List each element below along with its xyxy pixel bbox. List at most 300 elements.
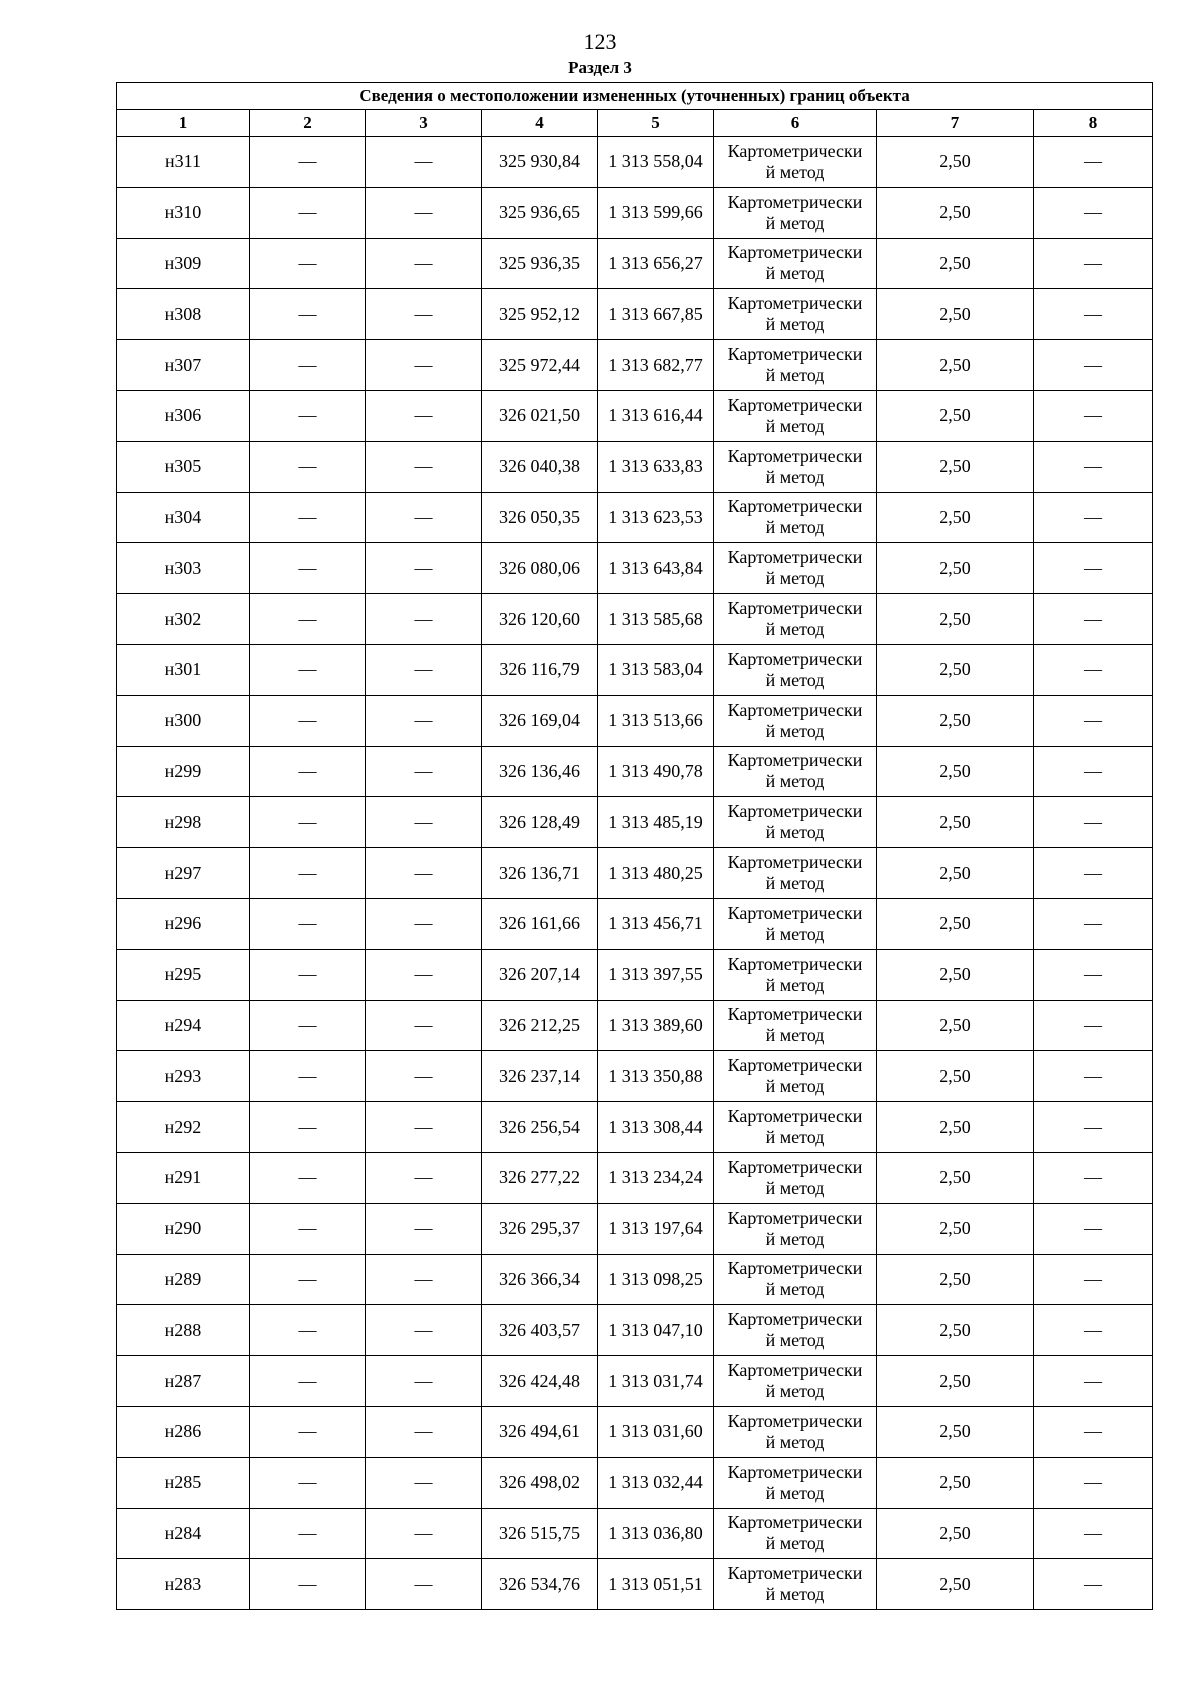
- table-body: [117, 137, 1153, 1610]
- y-coordinate-cell: 1 313 623,53: [598, 492, 714, 543]
- method-cell: [714, 949, 877, 1000]
- accuracy-cell: 2,50: [877, 289, 1034, 340]
- empty-value-cell: —: [366, 492, 482, 543]
- empty-value-cell: —: [366, 594, 482, 645]
- empty-value-cell: —: [250, 238, 366, 289]
- empty-value-cell: —: [250, 1254, 366, 1305]
- x-coordinate-cell: 326 237,14: [482, 1051, 598, 1102]
- accuracy-cell: 2,50: [877, 1508, 1034, 1559]
- accuracy-cell: 2,50: [877, 898, 1034, 949]
- empty-value-cell: —: [366, 187, 482, 238]
- table-row: [117, 137, 1153, 188]
- table-row: [117, 1356, 1153, 1407]
- y-coordinate-cell: 1 313 389,60: [598, 1000, 714, 1051]
- accuracy-cell: 2,50: [877, 746, 1034, 797]
- empty-value-cell: —: [250, 543, 366, 594]
- empty-value-cell: —: [250, 1000, 366, 1051]
- y-coordinate-cell: 1 313 234,24: [598, 1152, 714, 1203]
- x-coordinate-cell: 326 040,38: [482, 441, 598, 492]
- table-row: [117, 594, 1153, 645]
- method-cell: [714, 238, 877, 289]
- accuracy-cell: 2,50: [877, 1356, 1034, 1407]
- table-row: [117, 1000, 1153, 1051]
- empty-value-cell: —: [250, 1457, 366, 1508]
- empty-value-cell: —: [250, 492, 366, 543]
- empty-value-cell: —: [366, 1000, 482, 1051]
- method-cell: [714, 898, 877, 949]
- method-line-1: Картометрически: [727, 394, 863, 415]
- y-coordinate-cell: 1 313 682,77: [598, 340, 714, 391]
- method-cell: [714, 1305, 877, 1356]
- empty-value-cell: —: [250, 594, 366, 645]
- accuracy-cell: 2,50: [877, 848, 1034, 899]
- method-line-2: й метод: [765, 365, 825, 386]
- empty-value-cell: —: [1034, 1102, 1153, 1153]
- y-coordinate-cell: 1 313 308,44: [598, 1102, 714, 1153]
- method-line-1: Картометрически: [727, 191, 863, 212]
- accuracy-cell: 2,50: [877, 187, 1034, 238]
- empty-value-cell: —: [366, 1254, 482, 1305]
- point-name-cell: н284: [117, 1508, 250, 1559]
- empty-value-cell: —: [1034, 340, 1153, 391]
- accuracy-cell: 2,50: [877, 1305, 1034, 1356]
- table-row: [117, 1254, 1153, 1305]
- accuracy-cell: 2,50: [877, 390, 1034, 441]
- method-line-1: Картометрически: [727, 1004, 863, 1025]
- method-cell: [714, 1000, 877, 1051]
- y-coordinate-cell: 1 313 036,80: [598, 1508, 714, 1559]
- method-line-2: й метод: [765, 466, 825, 487]
- method-line-1: Картометрически: [727, 293, 863, 314]
- method-line-1: Картометрически: [727, 801, 863, 822]
- method-line-2: й метод: [765, 1076, 825, 1097]
- method-line-1: Картометрически: [727, 1461, 863, 1482]
- y-coordinate-cell: 1 313 513,66: [598, 695, 714, 746]
- point-name-cell: н288: [117, 1305, 250, 1356]
- x-coordinate-cell: 325 952,12: [482, 289, 598, 340]
- empty-value-cell: —: [250, 340, 366, 391]
- y-coordinate-cell: 1 313 583,04: [598, 644, 714, 695]
- point-name-cell: н293: [117, 1051, 250, 1102]
- method-line-2: й метод: [765, 1177, 825, 1198]
- method-line-1: Картометрически: [727, 1207, 863, 1228]
- empty-value-cell: —: [250, 390, 366, 441]
- method-line-1: Картометрически: [727, 1309, 863, 1330]
- empty-value-cell: —: [1034, 492, 1153, 543]
- empty-value-cell: —: [366, 1152, 482, 1203]
- empty-value-cell: —: [366, 340, 482, 391]
- method-line-2: й метод: [765, 1025, 825, 1046]
- x-coordinate-cell: 325 930,84: [482, 137, 598, 188]
- method-cell: [714, 695, 877, 746]
- y-coordinate-cell: 1 313 350,88: [598, 1051, 714, 1102]
- empty-value-cell: —: [1034, 949, 1153, 1000]
- point-name-cell: н298: [117, 797, 250, 848]
- empty-value-cell: —: [1034, 1051, 1153, 1102]
- method-line-2: й метод: [765, 1431, 825, 1452]
- accuracy-cell: 2,50: [877, 340, 1034, 391]
- x-coordinate-cell: 326 403,57: [482, 1305, 598, 1356]
- empty-value-cell: —: [250, 797, 366, 848]
- table-row: [117, 289, 1153, 340]
- empty-value-cell: —: [250, 1152, 366, 1203]
- empty-value-cell: —: [366, 695, 482, 746]
- empty-value-cell: —: [366, 1406, 482, 1457]
- y-coordinate-cell: 1 313 047,10: [598, 1305, 714, 1356]
- table-row: [117, 1152, 1153, 1203]
- point-name-cell: н283: [117, 1559, 250, 1610]
- point-name-cell: н303: [117, 543, 250, 594]
- table-row: [117, 848, 1153, 899]
- x-coordinate-cell: 326 116,79: [482, 644, 598, 695]
- table-row: [117, 797, 1153, 848]
- empty-value-cell: —: [250, 1305, 366, 1356]
- empty-value-cell: —: [1034, 1457, 1153, 1508]
- x-coordinate-cell: 326 277,22: [482, 1152, 598, 1203]
- empty-value-cell: —: [366, 644, 482, 695]
- point-name-cell: н299: [117, 746, 250, 797]
- method-line-1: Картометрически: [727, 1055, 863, 1076]
- empty-value-cell: —: [250, 137, 366, 188]
- point-name-cell: н304: [117, 492, 250, 543]
- x-coordinate-cell: 326 515,75: [482, 1508, 598, 1559]
- accuracy-cell: 2,50: [877, 137, 1034, 188]
- table-row: [117, 746, 1153, 797]
- point-name-cell: н302: [117, 594, 250, 645]
- method-cell: [714, 187, 877, 238]
- point-name-cell: н311: [117, 137, 250, 188]
- empty-value-cell: —: [250, 1559, 366, 1610]
- method-line-2: й метод: [765, 263, 825, 284]
- method-line-2: й метод: [765, 923, 825, 944]
- empty-value-cell: —: [250, 1508, 366, 1559]
- empty-value-cell: —: [250, 1203, 366, 1254]
- y-coordinate-cell: 1 313 397,55: [598, 949, 714, 1000]
- accuracy-cell: 2,50: [877, 441, 1034, 492]
- method-line-1: Картометрически: [727, 852, 863, 873]
- column-number: 3: [366, 110, 482, 137]
- empty-value-cell: —: [250, 695, 366, 746]
- point-name-cell: н292: [117, 1102, 250, 1153]
- method-line-1: Картометрически: [727, 1258, 863, 1279]
- x-coordinate-cell: 326 498,02: [482, 1457, 598, 1508]
- method-cell: [714, 1508, 877, 1559]
- point-name-cell: н289: [117, 1254, 250, 1305]
- empty-value-cell: —: [1034, 1356, 1153, 1407]
- empty-value-cell: —: [366, 1203, 482, 1254]
- empty-value-cell: —: [366, 1457, 482, 1508]
- empty-value-cell: —: [1034, 1203, 1153, 1254]
- table-row: [117, 1102, 1153, 1153]
- accuracy-cell: 2,50: [877, 1102, 1034, 1153]
- x-coordinate-cell: 326 366,34: [482, 1254, 598, 1305]
- empty-value-cell: —: [366, 441, 482, 492]
- table-row: [117, 1457, 1153, 1508]
- method-line-2: й метод: [765, 517, 825, 538]
- method-cell: [714, 340, 877, 391]
- method-cell: [714, 594, 877, 645]
- x-coordinate-cell: 326 021,50: [482, 390, 598, 441]
- empty-value-cell: —: [250, 898, 366, 949]
- method-cell: [714, 1051, 877, 1102]
- method-cell: [714, 797, 877, 848]
- table-row: [117, 441, 1153, 492]
- method-cell: [714, 1457, 877, 1508]
- accuracy-cell: 2,50: [877, 949, 1034, 1000]
- section-title: Раздел 3: [568, 58, 632, 77]
- method-cell: [714, 390, 877, 441]
- method-line-1: Картометрически: [727, 953, 863, 974]
- x-coordinate-cell: 326 120,60: [482, 594, 598, 645]
- x-coordinate-cell: 326 494,61: [482, 1406, 598, 1457]
- empty-value-cell: —: [366, 137, 482, 188]
- method-line-2: й метод: [765, 415, 825, 436]
- empty-value-cell: —: [250, 644, 366, 695]
- empty-value-cell: —: [1034, 1000, 1153, 1051]
- accuracy-cell: 2,50: [877, 695, 1034, 746]
- method-cell: [714, 644, 877, 695]
- table-caption: Сведения о местоположении измененных (уточненных) границ объекта: [117, 83, 1153, 110]
- accuracy-cell: 2,50: [877, 238, 1034, 289]
- empty-value-cell: —: [366, 848, 482, 899]
- method-line-1: Картометрически: [727, 547, 863, 568]
- x-coordinate-cell: 326 136,46: [482, 746, 598, 797]
- accuracy-cell: 2,50: [877, 1152, 1034, 1203]
- empty-value-cell: —: [366, 1559, 482, 1610]
- table-row: [117, 898, 1153, 949]
- empty-value-cell: —: [250, 848, 366, 899]
- column-number: 7: [877, 110, 1034, 137]
- x-coordinate-cell: 326 207,14: [482, 949, 598, 1000]
- empty-value-cell: —: [250, 1051, 366, 1102]
- y-coordinate-cell: 1 313 098,25: [598, 1254, 714, 1305]
- empty-value-cell: —: [1034, 238, 1153, 289]
- method-cell: [714, 848, 877, 899]
- method-line-2: й метод: [765, 720, 825, 741]
- y-coordinate-cell: 1 313 480,25: [598, 848, 714, 899]
- y-coordinate-cell: 1 313 616,44: [598, 390, 714, 441]
- empty-value-cell: —: [1034, 848, 1153, 899]
- point-name-cell: н295: [117, 949, 250, 1000]
- table-row: [117, 492, 1153, 543]
- method-cell: [714, 1254, 877, 1305]
- point-name-cell: н300: [117, 695, 250, 746]
- empty-value-cell: —: [366, 1508, 482, 1559]
- empty-value-cell: —: [1034, 543, 1153, 594]
- point-name-cell: н287: [117, 1356, 250, 1407]
- method-line-2: й метод: [765, 161, 825, 182]
- column-number: 4: [482, 110, 598, 137]
- x-coordinate-cell: 326 080,06: [482, 543, 598, 594]
- accuracy-cell: 2,50: [877, 1457, 1034, 1508]
- method-line-2: й метод: [765, 1279, 825, 1300]
- method-line-2: й метод: [765, 1533, 825, 1554]
- accuracy-cell: 2,50: [877, 1051, 1034, 1102]
- empty-value-cell: —: [366, 1051, 482, 1102]
- method-line-2: й метод: [765, 974, 825, 995]
- x-coordinate-cell: 325 972,44: [482, 340, 598, 391]
- method-cell: [714, 1203, 877, 1254]
- method-line-1: Картометрически: [727, 1512, 863, 1533]
- accuracy-cell: 2,50: [877, 543, 1034, 594]
- method-line-2: й метод: [765, 314, 825, 335]
- empty-value-cell: —: [366, 797, 482, 848]
- empty-value-cell: —: [1034, 695, 1153, 746]
- x-coordinate-cell: 325 936,65: [482, 187, 598, 238]
- method-cell: [714, 492, 877, 543]
- method-line-1: Картометрически: [727, 598, 863, 619]
- method-line-2: й метод: [765, 568, 825, 589]
- y-coordinate-cell: 1 313 031,60: [598, 1406, 714, 1457]
- empty-value-cell: —: [366, 746, 482, 797]
- method-cell: [714, 137, 877, 188]
- x-coordinate-cell: 326 212,25: [482, 1000, 598, 1051]
- empty-value-cell: —: [250, 289, 366, 340]
- method-line-1: Картометрически: [727, 648, 863, 669]
- point-name-cell: н309: [117, 238, 250, 289]
- method-line-1: Картометрически: [727, 902, 863, 923]
- empty-value-cell: —: [1034, 594, 1153, 645]
- empty-value-cell: —: [366, 1356, 482, 1407]
- column-number: 1: [117, 110, 250, 137]
- x-coordinate-cell: 326 424,48: [482, 1356, 598, 1407]
- method-line-2: й метод: [765, 1584, 825, 1605]
- table-row: [117, 1051, 1153, 1102]
- empty-value-cell: —: [1034, 1406, 1153, 1457]
- column-number: 2: [250, 110, 366, 137]
- empty-value-cell: —: [1034, 390, 1153, 441]
- point-name-cell: н285: [117, 1457, 250, 1508]
- method-line-2: й метод: [765, 1381, 825, 1402]
- accuracy-cell: 2,50: [877, 1203, 1034, 1254]
- empty-value-cell: —: [1034, 187, 1153, 238]
- y-coordinate-cell: 1 313 633,83: [598, 441, 714, 492]
- method-line-1: Картометрически: [727, 445, 863, 466]
- table-row: [117, 1305, 1153, 1356]
- table-row: [117, 695, 1153, 746]
- boundary-coordinates-table: [116, 82, 1153, 1610]
- method-line-1: Картометрически: [727, 1106, 863, 1127]
- page-number: 123: [583, 29, 617, 54]
- method-line-2: й метод: [765, 771, 825, 792]
- empty-value-cell: —: [250, 746, 366, 797]
- y-coordinate-cell: 1 313 667,85: [598, 289, 714, 340]
- method-line-1: Картометрически: [727, 496, 863, 517]
- method-cell: [714, 1356, 877, 1407]
- accuracy-cell: 2,50: [877, 644, 1034, 695]
- y-coordinate-cell: 1 313 643,84: [598, 543, 714, 594]
- empty-value-cell: —: [366, 543, 482, 594]
- accuracy-cell: 2,50: [877, 594, 1034, 645]
- empty-value-cell: —: [1034, 1254, 1153, 1305]
- x-coordinate-cell: 326 295,37: [482, 1203, 598, 1254]
- point-name-cell: н286: [117, 1406, 250, 1457]
- point-name-cell: н296: [117, 898, 250, 949]
- method-cell: [714, 289, 877, 340]
- table-row: [117, 238, 1153, 289]
- method-line-2: й метод: [765, 1127, 825, 1148]
- y-coordinate-cell: 1 313 031,74: [598, 1356, 714, 1407]
- method-line-1: Картометрически: [727, 242, 863, 263]
- empty-value-cell: —: [250, 1356, 366, 1407]
- y-coordinate-cell: 1 313 197,64: [598, 1203, 714, 1254]
- method-line-2: й метод: [765, 1482, 825, 1503]
- x-coordinate-cell: 326 534,76: [482, 1559, 598, 1610]
- empty-value-cell: —: [1034, 898, 1153, 949]
- method-line-2: й метод: [765, 669, 825, 690]
- y-coordinate-cell: 1 313 051,51: [598, 1559, 714, 1610]
- empty-value-cell: —: [250, 1406, 366, 1457]
- y-coordinate-cell: 1 313 485,19: [598, 797, 714, 848]
- empty-value-cell: —: [366, 238, 482, 289]
- empty-value-cell: —: [366, 289, 482, 340]
- y-coordinate-cell: 1 313 032,44: [598, 1457, 714, 1508]
- empty-value-cell: —: [1034, 137, 1153, 188]
- table-row: [117, 340, 1153, 391]
- y-coordinate-cell: 1 313 558,04: [598, 137, 714, 188]
- empty-value-cell: —: [366, 898, 482, 949]
- column-number: 6: [714, 110, 877, 137]
- y-coordinate-cell: 1 313 585,68: [598, 594, 714, 645]
- method-cell: [714, 1559, 877, 1610]
- empty-value-cell: —: [1034, 797, 1153, 848]
- x-coordinate-cell: 326 169,04: [482, 695, 598, 746]
- table-row: [117, 644, 1153, 695]
- point-name-cell: н310: [117, 187, 250, 238]
- point-name-cell: н301: [117, 644, 250, 695]
- x-coordinate-cell: 326 128,49: [482, 797, 598, 848]
- method-line-2: й метод: [765, 873, 825, 894]
- empty-value-cell: —: [250, 187, 366, 238]
- empty-value-cell: —: [1034, 644, 1153, 695]
- x-coordinate-cell: 326 136,71: [482, 848, 598, 899]
- table-row: [117, 1559, 1153, 1610]
- method-cell: [714, 441, 877, 492]
- empty-value-cell: —: [366, 390, 482, 441]
- method-line-1: Картометрически: [727, 1410, 863, 1431]
- point-name-cell: н291: [117, 1152, 250, 1203]
- empty-value-cell: —: [1034, 1508, 1153, 1559]
- empty-value-cell: —: [366, 1102, 482, 1153]
- empty-value-cell: —: [250, 441, 366, 492]
- empty-value-cell: —: [1034, 746, 1153, 797]
- empty-value-cell: —: [1034, 1152, 1153, 1203]
- method-cell: [714, 746, 877, 797]
- accuracy-cell: 2,50: [877, 492, 1034, 543]
- column-number-row: [117, 110, 1153, 137]
- method-line-1: Картометрически: [727, 1156, 863, 1177]
- method-line-2: й метод: [765, 1228, 825, 1249]
- point-name-cell: н308: [117, 289, 250, 340]
- empty-value-cell: —: [250, 1102, 366, 1153]
- empty-value-cell: —: [1034, 1305, 1153, 1356]
- point-name-cell: н306: [117, 390, 250, 441]
- column-number: 8: [1034, 110, 1153, 137]
- method-cell: [714, 1152, 877, 1203]
- method-line-2: й метод: [765, 619, 825, 640]
- point-name-cell: н307: [117, 340, 250, 391]
- y-coordinate-cell: 1 313 456,71: [598, 898, 714, 949]
- column-number: 5: [598, 110, 714, 137]
- x-coordinate-cell: 325 936,35: [482, 238, 598, 289]
- method-line-1: Картометрически: [727, 1360, 863, 1381]
- table-row: [117, 1508, 1153, 1559]
- point-name-cell: н297: [117, 848, 250, 899]
- table-row: [117, 1203, 1153, 1254]
- empty-value-cell: —: [1034, 1559, 1153, 1610]
- method-line-1: Картометрически: [727, 750, 863, 771]
- accuracy-cell: 2,50: [877, 1559, 1034, 1610]
